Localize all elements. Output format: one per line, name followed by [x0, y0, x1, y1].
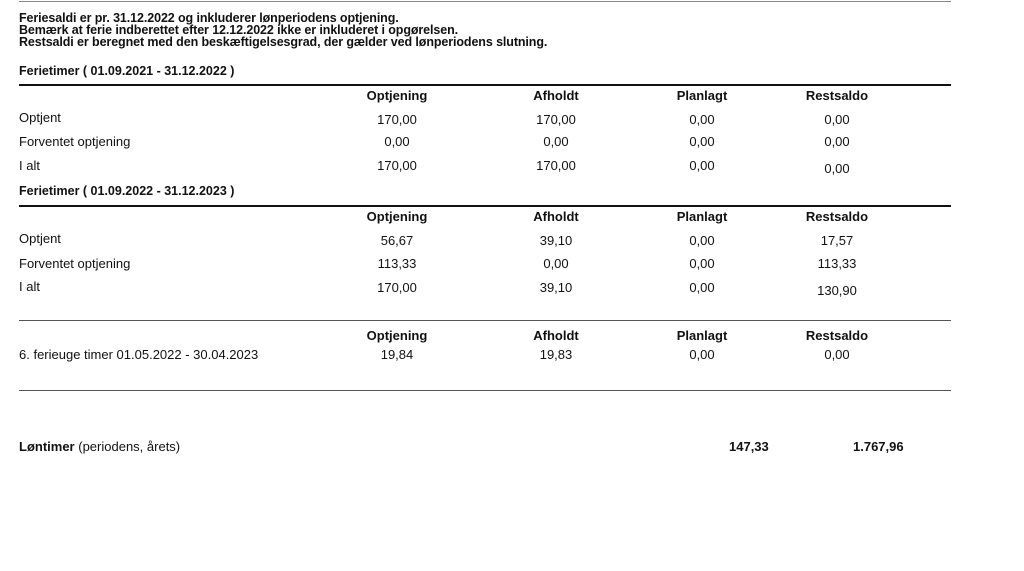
cell-optjening: 0,00 — [384, 134, 410, 149]
row-label: Optjent — [19, 231, 61, 246]
cell-afholdt: 39,10 — [539, 280, 573, 295]
cell-planlagt: 0,00 — [689, 112, 715, 127]
cell-optjening: 56,67 — [380, 233, 414, 248]
loentimer-period-value: 147,33 — [729, 439, 769, 454]
cell-restsaldo: 0,00 — [824, 112, 850, 127]
row-label: Optjent — [19, 110, 61, 125]
loentimer-row — [19, 439, 180, 454]
cell-restsaldo: 0,00 — [824, 347, 850, 362]
cell-restsaldo: 0,00 — [824, 161, 850, 176]
section-2-divider — [19, 205, 951, 207]
cell-afholdt: 0,00 — [543, 256, 569, 271]
intro-line-1: Feriesaldi er pr. 31.12.2022 og inkluderer lønperiodens optjening. — [19, 11, 399, 25]
cell-planlagt: 0,00 — [689, 158, 715, 173]
cell-restsaldo: 17,57 — [820, 233, 854, 248]
col-header-planlagt: Planlagt — [676, 209, 728, 224]
section-4-divider — [19, 390, 951, 391]
col-header-planlagt: Planlagt — [676, 328, 728, 343]
col-header-afholdt: Afholdt — [533, 88, 579, 103]
cell-afholdt: 170,00 — [536, 158, 576, 173]
col-header-afholdt: Afholdt — [533, 209, 579, 224]
cell-planlagt: 0,00 — [689, 256, 715, 271]
row-label: 6. ferieuge timer 01.05.2022 - 30.04.2023 — [19, 347, 259, 362]
cell-optjening: 19,84 — [380, 347, 414, 362]
col-header-optjening: Optjening — [366, 328, 428, 343]
row-label: Forventet optjening — [19, 256, 131, 271]
section-1-divider — [19, 84, 951, 86]
cell-restsaldo: 130,90 — [817, 283, 857, 298]
col-header-optjening: Optjening — [366, 88, 428, 103]
section-3-divider — [19, 320, 951, 321]
cell-planlagt: 0,00 — [689, 233, 715, 248]
row-label: I alt — [19, 158, 40, 173]
intro-line-3: Restsaldi er beregnet med den beskæftigelsesgrad, der gælder ved lønperiodens slutning. — [19, 35, 548, 49]
cell-restsaldo: 0,00 — [824, 134, 850, 149]
loentimer-sublabel: (periodens, årets) — [78, 439, 181, 454]
cell-optjening: 170,00 — [377, 280, 417, 295]
top-divider — [19, 1, 951, 2]
cell-optjening: 170,00 — [377, 112, 417, 127]
row-label: I alt — [19, 279, 40, 294]
col-header-restsaldo: Restsaldo — [805, 88, 869, 103]
col-header-restsaldo: Restsaldo — [805, 328, 869, 343]
col-header-afholdt: Afholdt — [533, 328, 579, 343]
col-header-restsaldo: Restsaldo — [805, 209, 869, 224]
cell-afholdt: 19,83 — [539, 347, 573, 362]
col-header-planlagt: Planlagt — [676, 88, 728, 103]
section-title-1: Ferietimer ( 01.09.2021 - 31.12.2022 ) — [19, 64, 235, 78]
intro-line-2: Bemærk at ferie indberettet efter 12.12.2022 ikke er inkluderet i opgørelsen. — [19, 23, 459, 37]
cell-optjening: 170,00 — [377, 158, 417, 173]
cell-afholdt: 0,00 — [543, 134, 569, 149]
loentimer-label: Løntimer — [19, 439, 75, 454]
section-title-2: Ferietimer ( 01.09.2022 - 31.12.2023 ) — [19, 184, 235, 198]
loentimer-year-value: 1.767,96 — [853, 439, 904, 454]
cell-planlagt: 0,00 — [689, 347, 715, 362]
cell-afholdt: 39,10 — [539, 233, 573, 248]
cell-planlagt: 0,00 — [689, 280, 715, 295]
col-header-optjening: Optjening — [366, 209, 428, 224]
cell-optjening: 113,33 — [377, 256, 417, 271]
cell-afholdt: 170,00 — [536, 112, 576, 127]
row-label: Forventet optjening — [19, 134, 131, 149]
cell-planlagt: 0,00 — [689, 134, 715, 149]
cell-restsaldo: 113,33 — [817, 256, 857, 271]
